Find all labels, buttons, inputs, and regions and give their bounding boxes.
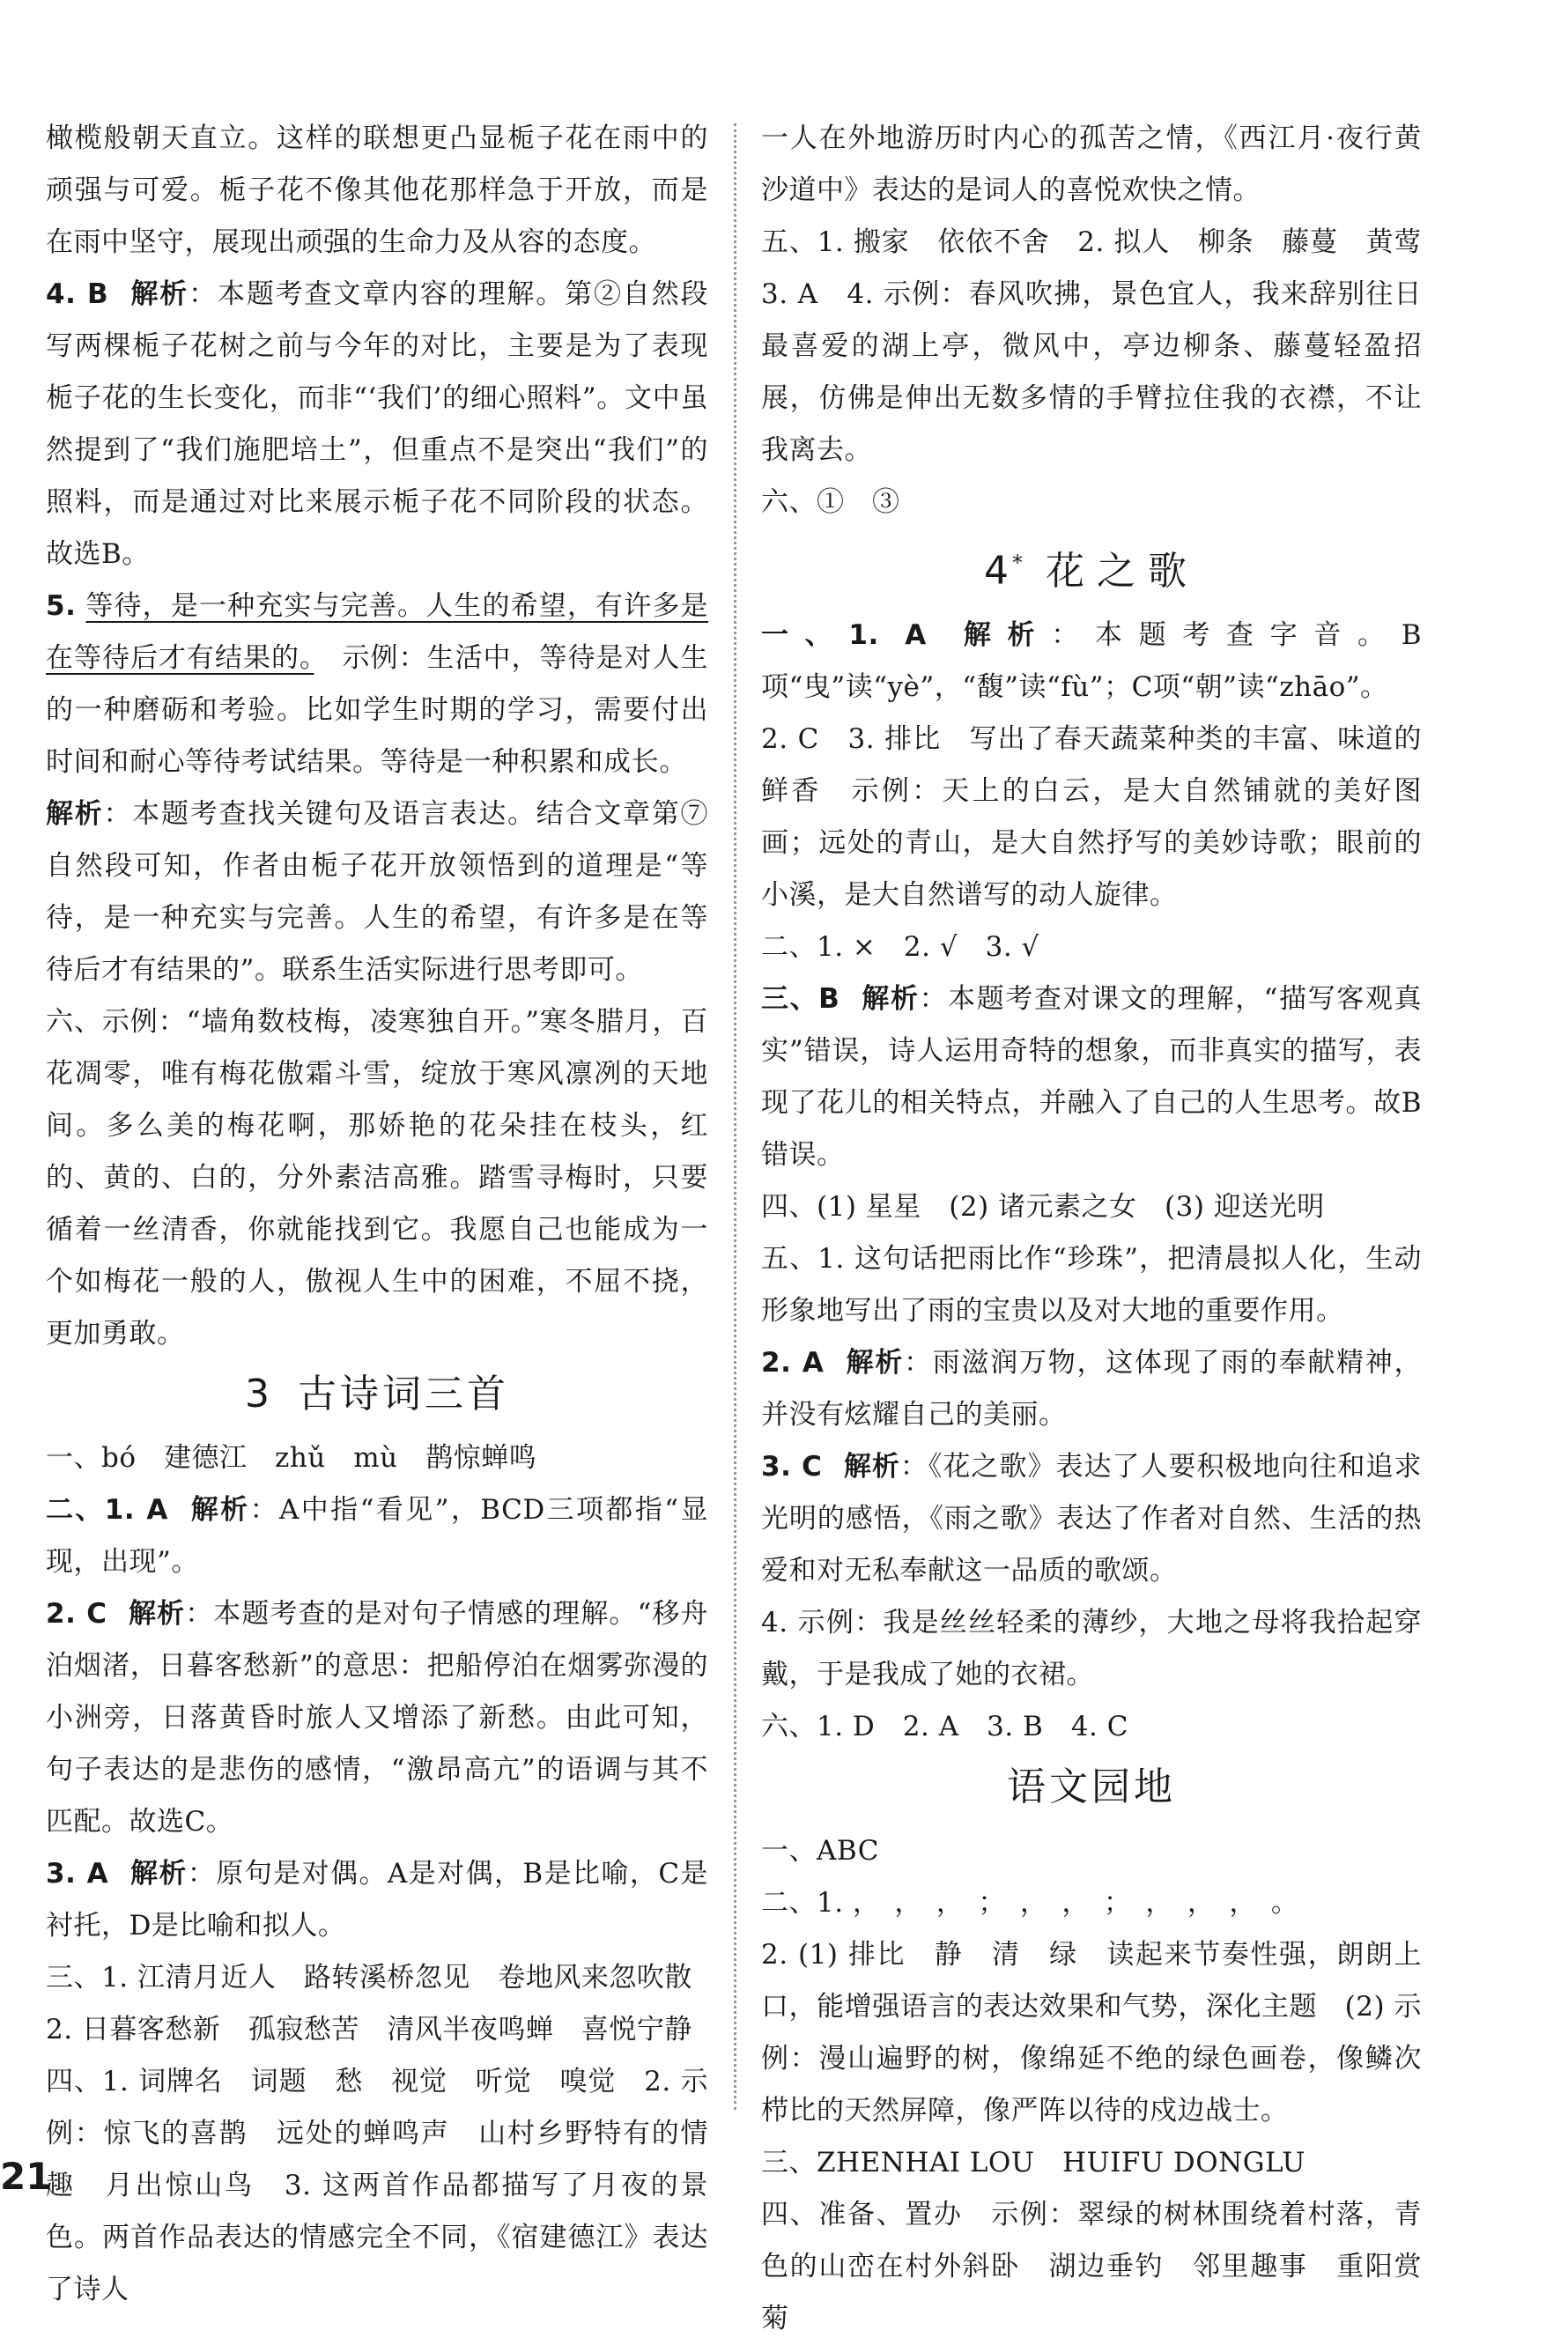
answer-line: 二、1. × 2. √ 3. √	[761, 930, 1039, 963]
left-column	[46, 113, 708, 2316]
answer-line: 六、① ③	[761, 486, 900, 518]
answer-line: 3. C 解析：《花之歌》表达了人要积极地向往和追求光明的感悟，《雨之歌》表达了作者对自然、生活的热爱和对无私奉献这一品质的歌颂。	[761, 1450, 1423, 1587]
answer-line: 2. (1) 排比 静 清 绿 读起来节奏性强，朗朗上口，能增强语言的表达效果和气势，深化主题 (2) 示例：漫山遍野的树，像绵延不绝的绿色画卷，像鳞次栉比的天然屏障，像严阵以待的戍边战士。	[761, 1938, 1422, 2127]
answer-line: 四、准备、置办 示例：翠绿的树林围绕着村落，青色的山峦在村外斜卧 湖边垂钓 邻里趣事 重阳赏菊	[761, 2198, 1422, 2334]
section-heading-3: 3 古诗词三首	[245, 1372, 509, 1417]
right-column	[761, 113, 1450, 2345]
answer-line: 五、1. 这句话把雨比作“珍珠”，把清晨拟人化，生动形象地写出了雨的宝贵以及对大地的重要作用。	[761, 1242, 1422, 1327]
answer-line: 一、1. A 解析：本题考查字音。B项“曳”读“yè”，“馥”读“fù”；C项“朝”读“zhāo”。	[761, 618, 1423, 703]
answer-line: 六、1. D 2. A 3. B 4. C	[761, 1710, 1128, 1742]
answer-line: 二、1. ， ， ， ； ， ， ； ， ， ， 。	[761, 1886, 1299, 1919]
answer-line: 一、bó 建德江 zhǔ mù 鹊惊蝉鸣	[46, 1442, 537, 1474]
answer-line: 四、(1) 星星 (2) 诸元素之女 (3) 迎送光明	[761, 1190, 1325, 1223]
answer-line: 3. A 解析：原句是对偶。A是对偶，B是比喻，C是衬托，D是比喻和拟人。	[46, 1858, 708, 1942]
answer-line: 2. C 解析：本题考查的是对句子情感的理解。“移舟泊烟渚，日暮客愁新”的意思：把船停泊在烟雾弥漫的小洲旁，日落黄昏时旅人又增添了新愁。由此可知，句子表达的是悲伤的感情，“激昂高亢”的语调与其不匹配。故选C。	[46, 1598, 708, 1838]
answer-line: 四、1. 词牌名 词题 愁 视觉 听觉 嗅觉 2. 示例：惊飞的喜鹊 远处的蝉鸣声 山村乡野特有的情趣 月出惊山鸟 3. 这两首作品都描写了月夜的景色。两首作品表达的情感完全不同，《宿建德江》表达了诗人	[46, 2066, 708, 2305]
page-number: 21	[0, 2155, 52, 2198]
section-heading-4: 4* 花之歌	[984, 548, 1199, 594]
answer-line: 三、1. 江清月近人 路转溪桥忽见 卷地风来忽吹散	[46, 1962, 692, 1994]
answer-line: 三、ZHENHAI LOU HUIFU DONGLU	[761, 2146, 1306, 2179]
answer-line: 五、1. 搬家 依依不舍 2. 拟人 柳条 藤蔓 黄莺 3. A 4. 示例：春风吹拂，景色宜人，我来辞别往日最喜爱的湖上亭，微风中，亭边柳条、藤蔓轻盈招展，仿佛是伸出无数多情的手臂拉住我的衣襟，不让我离去。	[761, 226, 1450, 466]
paragraph: 一人在外地游历时内心的孤苦之情，《西江月·夜行黄沙道中》表达的是词人的喜悦欢快之情。	[761, 122, 1422, 206]
answer-line: 2. C 3. 排比 写出了春天蔬菜种类的丰富、味道的鲜香 示例：天上的白云，是大自然铺就的美好图画；远处的青山，是大自然抒写的美妙诗歌；眼前的小溪，是大自然谱写的动人旋律。	[761, 722, 1422, 911]
answer-5: 5. 等待，是一种充实与完善。人生的希望，有许多是在等待后才有结果的。 示例：生活中，等待是对人生的一种磨砺和考验。比如学生时期的学习，需要付出时间和耐心等待考试结果。等待是一种积累和成长。解析：本题考查找关键句及语言表达。结合文章第⑦自然段可知，作者由栀子花开放领悟到的道理是“等待，是一种充实与完善。人生的希望，有许多是在等待后才有结果的”。联系生活实际进行思考即可。	[46, 590, 709, 986]
column-divider	[734, 123, 736, 2110]
section-heading-yuwen: 语文园地	[1007, 1764, 1176, 1809]
answer-4: 4. B 解析：本题考查文章内容的理解。第②自然段写两棵栀子花树之前与今年的对比，主要是为了表现栀子花的生长变化，而非“‘我们’的细心照料”。文中虽然提到了“我们施肥培土”，但重点不是突出“我们”的照料，而是通过对比来展示栀子花不同阶段的状态。故选B。	[46, 278, 708, 570]
answer-line: 二、1. A 解析：A中指“看见”，BCD三项都指“显现，出现”。	[46, 1494, 708, 1578]
answer-line: 2. A 解析：雨滋润万物，这体现了雨的奉献精神，并没有炫耀自己的美丽。	[761, 1346, 1423, 1431]
answer-6: 六、示例：“墙角数枝梅，凌寒独自开。”寒冬腊月，百花凋零，唯有梅花傲霜斗雪，绽放于寒风凛冽的天地间。多么美的梅花啊，那娇艳的花朵挂在枝头，红的、黄的、白的，分外素洁高雅。踏雪寻梅时，只要循着一丝清香，你就能找到它。我愿自己也能成为一个如梅花一般的人，傲视人生中的困难，不屈不挠，更加勇敢。	[46, 1006, 708, 1350]
answer-line: 4. 示例：我是丝丝轻柔的薄纱，大地之母将我拾起穿戴，于是我成了她的衣裙。	[761, 1606, 1422, 1690]
answer-line: 三、B 解析：本题考查对课文的理解，“描写客观真实”错误，诗人运用奇特的想象，而非真实的描写，表现了花儿的相关特点，并融入了自己的人生思考。故B错误。	[761, 982, 1422, 1171]
paragraph: 橄榄般朝天直立。这样的联想更凸显栀子花在雨中的顽强与可爱。栀子花不像其他花那样急于开放，而是在雨中坚守，展现出顽强的生命力及从容的态度。	[46, 122, 708, 258]
answer-line: 一、ABC	[761, 1834, 879, 1867]
answer-line: 2. 日暮客愁新 孤寂愁苦 清风半夜鸣蝉 喜悦宁静	[46, 2014, 692, 2045]
underlined-answer: 等待，是一种充实与完善。人生的希望，有许多是在等待后才有结果的。	[46, 590, 709, 674]
